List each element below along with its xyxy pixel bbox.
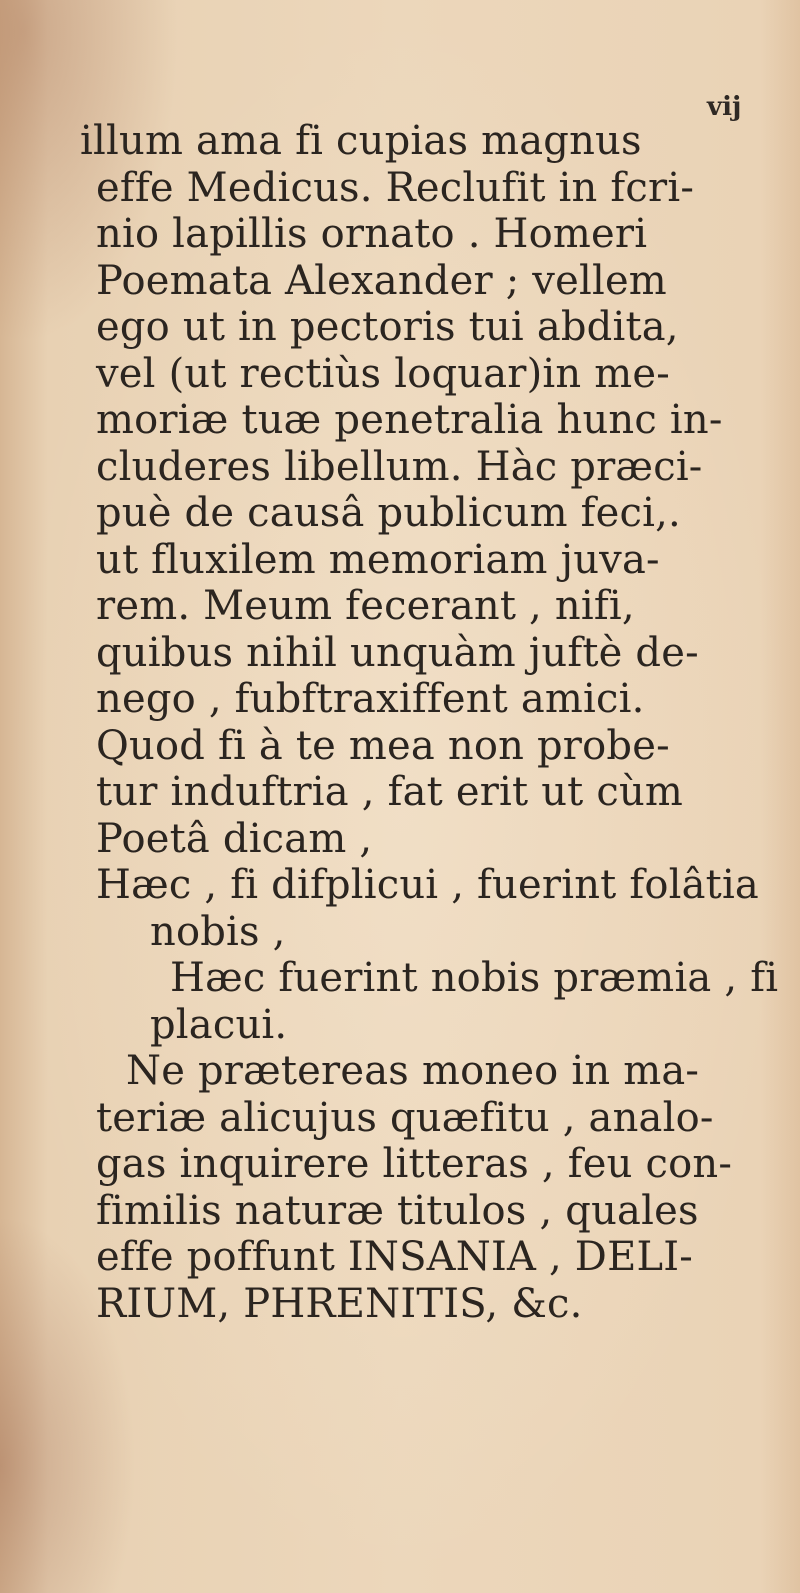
text-line: Poetâ dicam , — [96, 815, 373, 862]
text-line: puè de causâ publicum feci,. — [96, 490, 681, 536]
text-block — [60, 118, 779, 1327]
text-line: tur induftria , fat erit ut cùm — [96, 769, 684, 815]
text-line: effe Medicus. Reclufit in fcri- — [96, 164, 695, 211]
text-line: nego , fubftraxiffent amici. — [96, 676, 645, 722]
text-line: cluderes libellum. Hàc præci- — [96, 443, 703, 490]
text-line: ego ut in pectoris tui abdita, — [96, 304, 679, 350]
text-line: nio lapillis ornato . Homeri — [96, 211, 648, 257]
folio-number: vij — [707, 92, 742, 122]
text-line: ut fluxilem memoriam juva- — [96, 536, 660, 583]
verse-line: placui. — [150, 1001, 288, 1048]
text-line: Poemata Alexander ; vellem — [96, 257, 667, 304]
text-line: RIUM, PHRENITIS, &c. — [96, 1280, 583, 1327]
text-line: gas inquirere litteras , feu con- — [96, 1141, 733, 1187]
verse-line: nobis , — [150, 908, 286, 955]
text-line: rem. Meum fecerant , nifi, — [96, 583, 635, 629]
text-line: illum ama fi cupias magnus — [80, 118, 642, 164]
verse-line: Hæc fuerint nobis præmia , fi — [170, 955, 779, 1001]
verse-line: Hæc , fi difplicui , fuerint folâtia — [96, 862, 759, 908]
text-line: effe poffunt INSANIA , DELI- — [96, 1234, 693, 1280]
text-line: fimilis naturæ titulos , quales — [96, 1187, 699, 1234]
text-line: moriæ tuæ penetralia hunc in- — [96, 397, 723, 443]
text-line: teriæ alicujus quæfitu , analo- — [96, 1094, 714, 1141]
text-line: Quod fi à te mea non probe- — [96, 722, 670, 769]
text-line: Ne prætereas moneo in ma- — [126, 1048, 700, 1094]
text-line: quibus nihil unquàm juftè de- — [96, 629, 699, 676]
text-line: vel (ut rectiùs loquar)in me- — [96, 350, 671, 397]
